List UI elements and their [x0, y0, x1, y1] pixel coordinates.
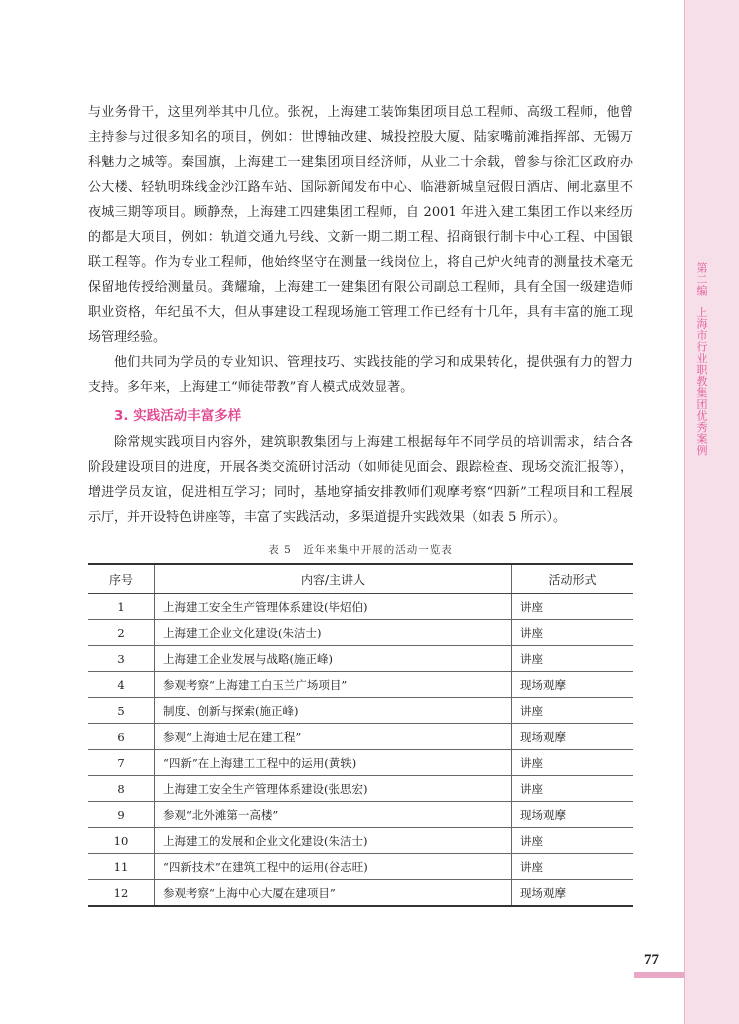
- table-row: [88, 750, 633, 776]
- cell-index: 7: [88, 750, 155, 776]
- table-body: [88, 594, 633, 907]
- cell-content: 上海建工的发展和企业文化建设(朱洁士): [155, 828, 512, 854]
- side-tab-background: [684, 0, 739, 1024]
- page-content: [88, 100, 633, 907]
- side-tab-part: 第二编: [695, 262, 708, 297]
- cell-content: “四新技术”在建筑工程中的运用(谷志旺): [155, 854, 512, 880]
- cell-format: 讲座: [512, 854, 634, 880]
- cell-content: 上海建工安全生产管理体系建设(张思宏): [155, 776, 512, 802]
- table-row: [88, 828, 633, 854]
- page-number-bar: [634, 972, 684, 978]
- table-row: [88, 698, 633, 724]
- cell-content: 参观考察“上海中心大厦在建项目”: [155, 880, 512, 907]
- table-header-row: [88, 564, 633, 594]
- page-number: 77: [644, 952, 659, 968]
- cell-format: 讲座: [512, 698, 634, 724]
- table-row: [88, 620, 633, 646]
- table-row: [88, 776, 633, 802]
- cell-index: 9: [88, 802, 155, 828]
- section-heading: 3. 实践活动丰富多样: [114, 408, 242, 424]
- cell-content: 上海建工企业文化建设(朱洁士): [155, 620, 512, 646]
- cell-format: 讲座: [512, 828, 634, 854]
- cell-content: 制度、创新与探索(施正峰): [155, 698, 512, 724]
- table-row: [88, 854, 633, 880]
- cell-format: 现场观摩: [512, 724, 634, 750]
- cell-index: 3: [88, 646, 155, 672]
- cell-format: 讲座: [512, 750, 634, 776]
- table-row: [88, 594, 633, 620]
- cell-index: 11: [88, 854, 155, 880]
- header-format: 活动形式: [512, 564, 634, 594]
- cell-format: 讲座: [512, 646, 634, 672]
- activities-table: [88, 563, 633, 907]
- paragraph-experts: 与业务骨干，这里列举其中几位。张祝，上海建工装饰集团项目总工程师、高级工程师，他曾主持参与过很多知名的项目，例如：世博轴改建、城投控股大厦、陆家嘴前滩指挥部、无锡万科魅力之城等。秦国旗，上海建工一建集团项目经济师，从业二十余载，曾参与徐汇区政府办公大楼、轻轨明珠线金沙江路车站、国际新闻发布中心、临港新城皇冠假日酒店、闸北嘉里不夜城三期等项目。顾静焘，上海建工四建集团工程师，自 2001 年进入建工集团工作以来经历的都是大项目，例如：轨道交通九号线、文新一期二期工程、招商银行制卡中心工程、中国银联工程等。作为专业工程师，他始终坚守在测量一线岗位上，将自己炉火纯青的测量技术毫无保留地传授给测量员。龚耀瑜，上海建工一建集团有限公司副总工程师，具有全国一级建造师职业资格，年纪虽不大，但从事建设工程现场施工管理工作已经有十几年，具有丰富的施工现场管理经验。: [88, 105, 633, 345]
- cell-format: 现场观摩: [512, 672, 634, 698]
- table-row: [88, 672, 633, 698]
- cell-content: 上海建工安全生产管理体系建设(毕炤伯): [155, 594, 512, 620]
- table-caption: 表 5 近年来集中开展的活动一览表: [268, 544, 453, 556]
- table-row: [88, 880, 633, 907]
- cell-index: 8: [88, 776, 155, 802]
- side-tab-divider: [684, 0, 685, 1024]
- cell-content: “四新”在上海建工工程中的运用(黄轶): [155, 750, 512, 776]
- cell-index: 12: [88, 880, 155, 907]
- cell-index: 2: [88, 620, 155, 646]
- header-content: 内容/主讲人: [155, 564, 512, 594]
- cell-content: 参观考察“上海建工白玉兰广场项目”: [155, 672, 512, 698]
- paragraph-support: 他们共同为学员的专业知识、管理技巧、实践技能的学习和成果转化，提供强有力的智力支持。多年来，上海建工“师徒带教”育人模式成效显著。: [88, 355, 633, 395]
- cell-index: 5: [88, 698, 155, 724]
- cell-format: 讲座: [512, 776, 634, 802]
- side-tab-title: 上海市行业职教集团优秀案例: [695, 306, 708, 456]
- cell-format: 讲座: [512, 594, 634, 620]
- cell-index: 1: [88, 594, 155, 620]
- cell-index: 10: [88, 828, 155, 854]
- cell-content: 参观“上海迪士尼在建工程”: [155, 724, 512, 750]
- cell-content: 参观“北外滩第一高楼”: [155, 802, 512, 828]
- table-row: [88, 802, 633, 828]
- cell-index: 6: [88, 724, 155, 750]
- cell-format: 现场观摩: [512, 880, 634, 907]
- header-index: 序号: [88, 564, 155, 594]
- cell-index: 4: [88, 672, 155, 698]
- table-row: [88, 724, 633, 750]
- cell-format: 现场观摩: [512, 802, 634, 828]
- cell-format: 讲座: [512, 620, 634, 646]
- cell-content: 上海建工企业发展与战略(施正峰): [155, 646, 512, 672]
- side-tab-label: [690, 262, 712, 456]
- table-row: [88, 646, 633, 672]
- paragraph-activities: 除常规实践项目内容外，建筑职教集团与上海建工根据每年不同学员的培训需求，结合各阶段建设项目的进度，开展各类交流研讨活动（如师徒见面会、跟踪检查、现场交流汇报等），增进学员友谊，促进相互学习；同时，基地穿插安排教师们观摩考察“四新”工程项目和工程展示厅，并开设特色讲座等，丰富了实践活动，多渠道提升实践效果（如表 5 所示）。: [88, 435, 633, 525]
